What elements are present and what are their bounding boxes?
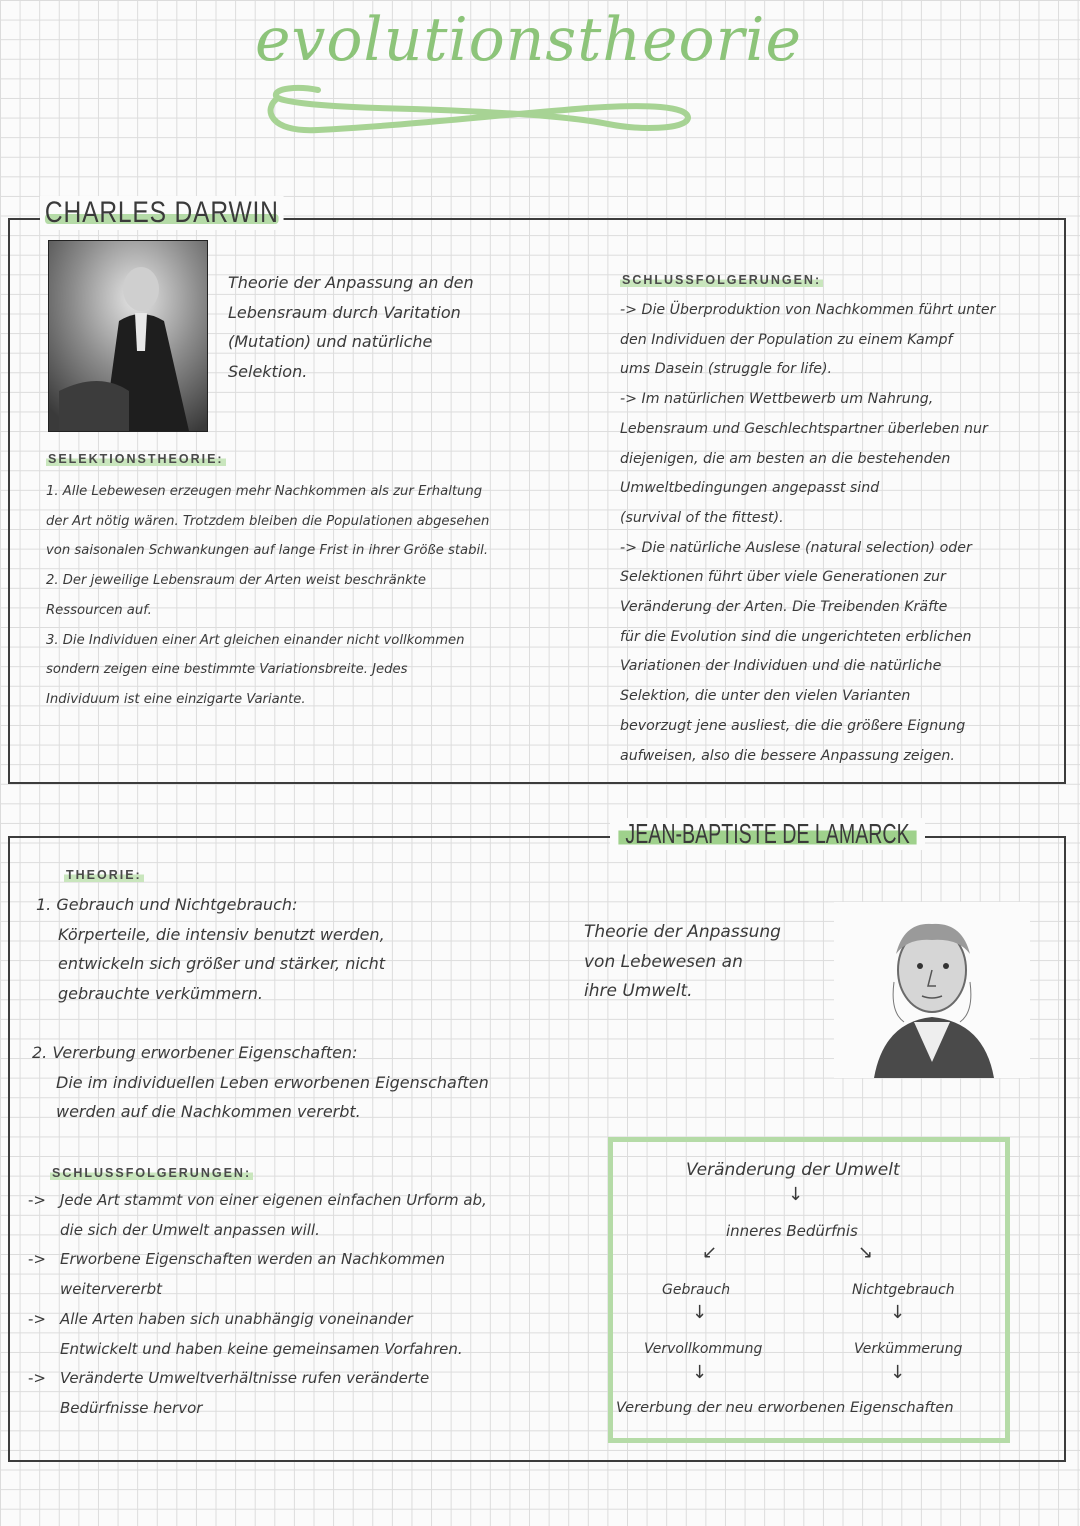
- selektion-line: 3. Die Individuen einer Art gleichen einander nicht vollkommen: [46, 632, 465, 648]
- theorie-1-line: gebrauchte verkümmern.: [58, 984, 263, 1004]
- selektion-heading: [46, 452, 226, 466]
- diagram-left-2: Vervollkommung: [644, 1341, 763, 1357]
- arrow-right-icon: ->: [28, 1191, 46, 1209]
- lamarck-theorie-2: [32, 1038, 562, 1127]
- darwin-intro-line: Selektion.: [228, 362, 308, 382]
- theorie-2-line: Die im individuellen Leben erworbenen Eigenschaften: [56, 1072, 489, 1092]
- darwin-schluss-line: bevorzugt jene ausliest, die die größere Eignung: [620, 717, 966, 734]
- lamarck-theorie-1: [36, 890, 556, 1009]
- arrow-down-icon: ↓: [890, 1362, 906, 1383]
- lamarck-schluss-heading-text: SCHLUSSFOLGERUNGEN:: [52, 1166, 252, 1180]
- darwin-schluss-line: (survival of the fittest).: [620, 509, 784, 526]
- darwin-schluss-line: Variationen der Individuen und die natürliche: [620, 658, 942, 675]
- lamarck-schluss-item: [28, 1364, 588, 1423]
- diagram-right-1: Nichtgebrauch: [852, 1282, 955, 1298]
- theorie-1-line: Körperteile, die intensiv benutzt werden,: [58, 924, 385, 944]
- darwin-intro-line: Theorie der Anpassung an den: [228, 273, 474, 292]
- arrow-down-icon: ↓: [788, 1184, 804, 1205]
- selektion-text: [46, 477, 586, 715]
- schluss-item-line: Bedürfnisse hervor: [60, 1398, 203, 1417]
- lamarck-name-text: JEAN-BAPTISTE DE LAMARCK: [618, 818, 916, 849]
- selektion-line: sondern zeigen eine bestimmte Variationsbreite. Jedes: [46, 662, 408, 678]
- darwin-schluss-line: Selektion, die unter den vielen Varianten: [620, 688, 911, 705]
- darwin-intro-line: (Mutation) und natürliche: [228, 332, 433, 352]
- lamarck-intro: [584, 918, 824, 1007]
- schluss-item-line: Entwickelt und haben keine gemeinsamen Vorfahren.: [60, 1339, 463, 1358]
- arrow-down-icon: ↓: [692, 1362, 708, 1383]
- darwin-intro-line: Lebensraum durch Varitation: [228, 302, 461, 322]
- selektion-line: 2. Der jeweilige Lebensraum der Arten weist beschränkte: [46, 573, 426, 589]
- lamarck-schluss-item: [28, 1186, 588, 1245]
- schluss-item-line: Erworbene Eigenschaften werden an Nachkommen: [60, 1250, 445, 1269]
- lamarck-name: [610, 818, 925, 850]
- darwin-schluss-line: ums Dasein (struggle for life).: [620, 361, 833, 378]
- lamarck-intro-line: von Lebewesen an: [584, 951, 743, 972]
- theorie-1-line: entwickeln sich größer und stärker, nicht: [58, 954, 385, 974]
- lamarck-schluss-list: [28, 1186, 588, 1424]
- title-swirl: [258, 78, 698, 138]
- darwin-schluss-line: -> Die natürliche Auslese (natural selection) oder: [620, 539, 972, 556]
- darwin-schluss-line: diejenigen, die am besten an die bestehenden: [620, 450, 951, 467]
- darwin-schluss-line: Selektionen führt über viele Generationen zur: [620, 569, 946, 586]
- selektion-heading-text: SELEKTIONSTHEORIE:: [48, 452, 224, 466]
- darwin-intro: [228, 268, 528, 387]
- theorie-2-line: werden auf die Nachkommen vererbt.: [56, 1102, 361, 1122]
- arrow-right-icon: ->: [28, 1309, 46, 1328]
- diagram-bottom: Vererbung der neu erworbenen Eigenschaften: [616, 1399, 954, 1416]
- schluss-item-line: Jede Art stammt von einer eigenen einfachen Urform ab,: [60, 1191, 487, 1209]
- darwin-schluss-line: Umweltbedingungen angepasst sind: [620, 480, 880, 497]
- lamarck-theorie-heading-text: THEORIE:: [66, 868, 142, 882]
- schluss-item-line: Alle Arten haben sich unabhängig voneinander: [60, 1309, 413, 1328]
- darwin-schluss-heading-text: SCHLUSSFOLGERUNGEN:: [622, 273, 822, 287]
- arrow-down-icon: ↓: [692, 1302, 708, 1323]
- selektion-line: Ressourcen auf.: [46, 602, 152, 618]
- portrait-photo-icon: [49, 241, 207, 431]
- lamarck-schluss-heading: [50, 1166, 253, 1180]
- selektion-line: von saisonalen Schwankungen auf lange Frist in ihrer Größe stabil.: [46, 543, 489, 559]
- diagram-top: Veränderung der Umwelt: [686, 1160, 900, 1180]
- lamarck-theorie-heading: [64, 868, 144, 882]
- schluss-item-line: weitervererbt: [60, 1280, 163, 1299]
- darwin-schluss-line: -> Im natürlichen Wettbewerb um Nahrung,: [620, 391, 934, 408]
- selektion-line: der Art nötig wären. Trotzdem bleiben die Populationen abgesehen: [46, 513, 490, 529]
- diagram-left-1: Gebrauch: [662, 1282, 731, 1298]
- lamarck-schluss-item: [28, 1305, 588, 1364]
- schluss-item-line: Veränderte Umweltverhältnisse rufen veränderte: [60, 1369, 430, 1388]
- darwin-schluss-line: aufweisen, also die bessere Anpassung zeigen.: [620, 747, 955, 764]
- selektion-line: Individuum ist eine einzigarte Variante.: [46, 691, 306, 707]
- theorie-2-title: 2. Vererbung erworbener Eigenschaften:: [32, 1043, 358, 1062]
- lamarck-schluss-item: [28, 1245, 588, 1304]
- darwin-name: CHARLES DARWIN: [40, 196, 284, 230]
- theorie-1-title: 1. Gebrauch und Nichtgebrauch:: [36, 895, 298, 914]
- lamarck-intro-line: ihre Umwelt.: [584, 981, 693, 1002]
- darwin-schluss-text: [620, 296, 1060, 771]
- darwin-schluss-line: für die Evolution sind die ungerichteten erblichen: [620, 628, 972, 645]
- page-title: evolutionstheorie: [255, 5, 802, 75]
- schluss-item-line: die sich der Umwelt anpassen will.: [60, 1220, 320, 1239]
- diagram-right-2: Verkümmerung: [854, 1341, 963, 1357]
- darwin-portrait: [48, 240, 208, 432]
- darwin-schluss-line: den Individuen der Population zu einem Kampf: [620, 331, 953, 348]
- arrow-down-icon: ↓: [890, 1302, 906, 1323]
- arrow-right-icon: ->: [28, 1250, 46, 1269]
- arrow-down-left-icon: ↙: [702, 1242, 718, 1263]
- lamarck-portrait: [834, 902, 1030, 1078]
- arrow-right-icon: ->: [28, 1369, 46, 1388]
- darwin-schluss-heading: [620, 273, 823, 287]
- darwin-schluss-line: Lebensraum und Geschlechtspartner überleben nur: [620, 420, 988, 437]
- darwin-schluss-line: -> Die Überproduktion von Nachkommen führt unter: [620, 302, 996, 318]
- arrow-down-right-icon: ↘: [858, 1242, 874, 1263]
- darwin-schluss-line: Veränderung der Arten. Die Treibenden Kräfte: [620, 599, 948, 616]
- lamarck-intro-line: Theorie der Anpassung: [584, 922, 781, 942]
- selektion-line: 1. Alle Lebewesen erzeugen mehr Nachkommen als zur Erhaltung: [46, 484, 483, 499]
- diagram-need: inneres Bedürfnis: [726, 1222, 858, 1240]
